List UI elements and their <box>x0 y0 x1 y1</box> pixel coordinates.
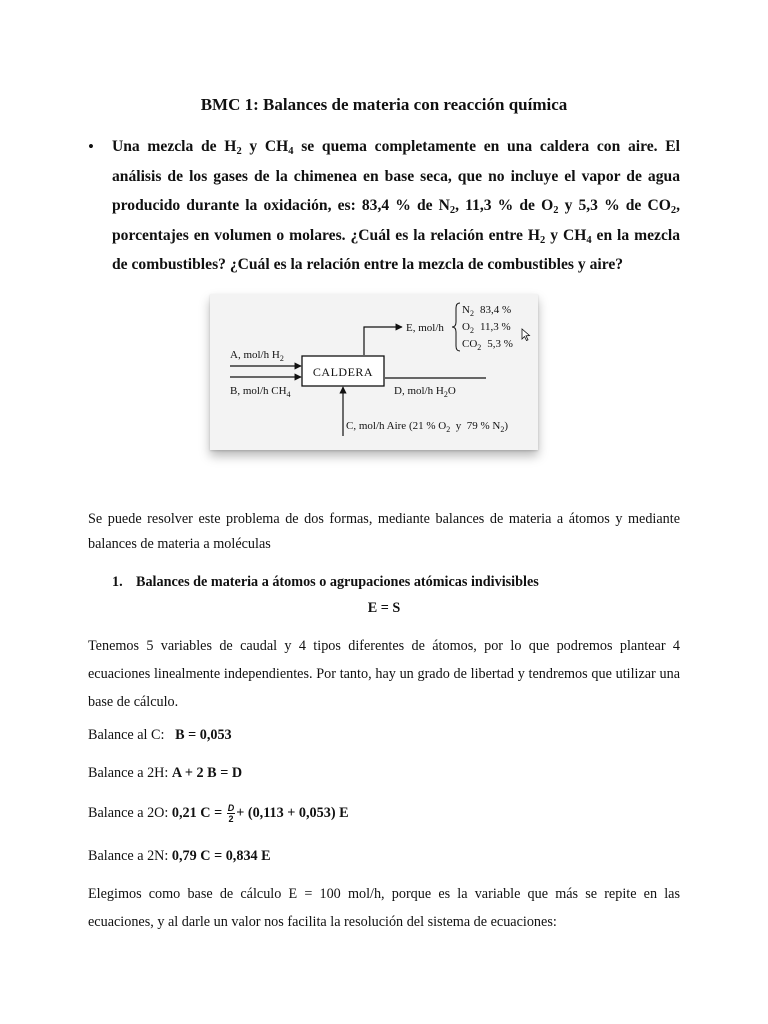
intro-paragraph: Se puede resolver este problema de dos formas, mediante balances de materia a átomos y mediante balances de materia a moléculas <box>88 511 680 552</box>
section-heading <box>112 571 539 593</box>
section-number: 1. <box>112 574 123 590</box>
composition-o2: $O_2$ 11,3 % <box>462 321 511 335</box>
conservation-equation: E = S <box>367 600 401 616</box>
output-e-label: E, mol/h <box>406 322 444 334</box>
bullet-icon: • <box>88 137 94 156</box>
balance-carbon: Balance al C: B = 0,053 <box>88 727 232 743</box>
balance-hydrogen: Balance a 2H: A + 2 B = D <box>88 765 243 781</box>
output-d-label: D, mol/h $H_2O$ <box>394 385 456 399</box>
problem-statement <box>88 132 680 280</box>
input-c-label: C, mol/h Aire (21 % $O_2$ y 79 % $N_2$) <box>346 420 508 434</box>
process-diagram-svg <box>210 294 538 450</box>
variables-paragraph: Tenemos 5 variables de caudal y 4 tipos diferentes de átomos, por lo que podremos plantear 4 ecuaciones linealmente independientes. Por tanto, hay un grado de libertad y tendremos que utilizar una base de cálculo. <box>88 638 680 710</box>
process-diagram <box>210 294 538 450</box>
input-b-label: B, mol/h $CH_4$ <box>230 385 291 399</box>
caldera-label: CALDERA <box>312 365 374 379</box>
page-title: BMC 1: Balances de materia con reacción química <box>200 95 568 114</box>
input-a-label: A, mol/h $H_2$ <box>230 349 284 363</box>
basis-paragraph: Elegimos como base de cálculo E = 100 mol/h, porque es la variable que más se repite en las ecuaciones, y al darle un valor nos facilita la resolución del sistema de ecuaciones: <box>88 886 680 930</box>
balance-nitrogen: Balance a 2N: 0,79 C = 0,834 E <box>88 848 271 864</box>
cursor-icon <box>522 329 530 341</box>
section-heading-text: Balances de materia a átomos o agrupaciones atómicas indivisibles <box>136 574 539 590</box>
problem-text: Una mezcla de $H_2$ y $CH_4$ se quema completamente en una caldera con aire. El análisis de los gases de la chimenea en base seca, que no incluye el vapor de agua producido durante la oxidación, es: 83,4 % de $N_2$, 11,3 % de $O_2$ y 5,3 % de $CO_2$, porcentajes en volumen o molares. ¿Cuál es la relación entre $H_2$ y $CH_4$ en la mezcla de combustibles? ¿Cuál es la relación entre la mezcla de combustibles y aire? <box>112 138 681 273</box>
composition-co2: $CO_2$ 5,3 % <box>462 338 513 352</box>
composition-brace <box>452 303 460 351</box>
composition-n2: $N_2$ 83,4 % <box>462 304 512 318</box>
balance-oxygen: Balance a 2O: 0,21 C = $\frac{D}{2}$ + (0,113 + 0,053) E <box>88 803 349 825</box>
fraction-d-over-2: $\frac{D}{2}$ <box>227 803 235 825</box>
arrow-output-e <box>364 327 402 355</box>
